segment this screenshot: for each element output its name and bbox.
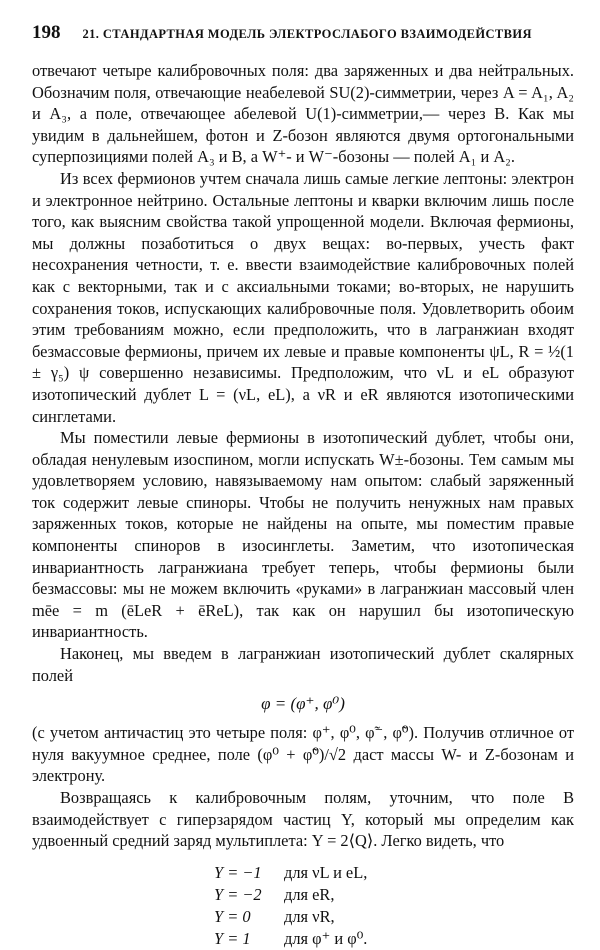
hypercharge-row (214, 862, 574, 884)
hypercharge-table (214, 862, 574, 950)
chapter-title: 21. СТАНДАРТНАЯ МОДЕЛЬ ЭЛЕКТРОСЛАБОГО ВЗАИМОДЕЙСТВИЯ (82, 27, 532, 41)
hypercharge-particles: для φ⁺ и φ⁰. (284, 928, 368, 948)
paragraph-gauge-fields: отвечают четыре калибровочных поля: два заряженных и два нейтральных. Обозначим поля, отвечающие неабелевой SU(2)-симметрии, через A = A₁, A₂ и A₃, а поле, отвечающее абелевой U(1)-симметрии,— через B. Как мы увидим в дальнейшем, фотон и Z-бозон являются двумя ортогональными суперпозициями полей A₃ и B, а W⁺- и W⁻-бозоны — полей A₁ и A₂. (32, 61, 574, 167)
hypercharge-particles: для νR, (284, 906, 335, 926)
hypercharge-particles: для eR, (284, 884, 335, 904)
hypercharge-value: Y = −1 (214, 862, 262, 882)
hypercharge-value: Y = −2 (214, 884, 262, 904)
paragraph-antiparticles: (с учетом античастиц это четыре поля: φ⁺, φ⁰, φ̃⁻, φ̃⁰). Получив отличное от нуля вакуумное среднее, поле (φ⁰ + φ̃⁰)/√2 даст массы W- и Z-бозонам и электрону. (32, 723, 574, 786)
hypercharge-value: Y = 0 (214, 906, 251, 926)
paragraph-fermions: Из всех фермионов учтем сначала лишь самые легкие лептоны: электрон и электронное нейтрино. Остальные лептоны и кварки включим лишь после того, как выясним свойства такой упрощенной модели. Включая фермионы, мы должны позаботиться о двух вещах: во-первых, учесть факт несохранения четности, т. е. ввести взаимодействие калибровочных полей как с векторными, так и с аксиальными токами; во-вторых, не нарушить сохранения токов, испускающих калибровочные поля. Удовлетворить обоим этим требованиям можно, если предположить, что в лагранжиан входят безмассовые фермионы, причем их левые и правые компоненты ψL, R = ½(1 ± γ₅) ψ совершенно независимы. Предположим, что νL и eL образуют изотопический дублет L = (νL, eL), а νR и eR являются изотопическими синглетами. (32, 168, 574, 426)
hypercharge-row (214, 884, 574, 906)
scalar-doublet-formula: φ = (φ⁺, φ⁰) (261, 694, 345, 714)
page-number: 198 (32, 22, 61, 43)
hypercharge-particles: для νL и eL, (284, 862, 368, 882)
paragraph-scalar-intro: Наконец, мы введем в лагранжиан изотопический дублет скалярных полей (32, 644, 574, 685)
running-head (32, 22, 574, 44)
paragraph-left-doublet: Мы поместили левые фермионы в изотопический дублет, чтобы они, обладая ненулевым изоспином, могли испускать W±-бозоны. Тем самым мы удовлетворяем условию, навязываемому нам опытом: слабый заряженный ток содержит левые спиноры. Чтобы не получить ненужных нам правых заряженных токов, которые не найдены на опыте, мы поместим правые компоненты спиноров в изосинглеты. Заметим, что изотопическая инвариантность лагранжиана требует теперь, чтобы фермионы были безмассовы: мы не можем включить «руками» в лагранжиан массовый член mēe = m (ēLeR + ēReL), так как он нарушил бы изотопическую инвариантность. (32, 428, 574, 642)
hypercharge-value: Y = 1 (214, 928, 251, 948)
paragraph-hypercharge: Возвращаясь к калибровочным полям, уточним, что поле B взаимодействует с гиперзарядом частиц Y, который мы определим как удвоенный средний заряд мультиплета: Y = 2⟨Q⟩. Легко видеть, что (32, 788, 574, 851)
hypercharge-row (214, 906, 574, 928)
hypercharge-row (214, 928, 574, 950)
